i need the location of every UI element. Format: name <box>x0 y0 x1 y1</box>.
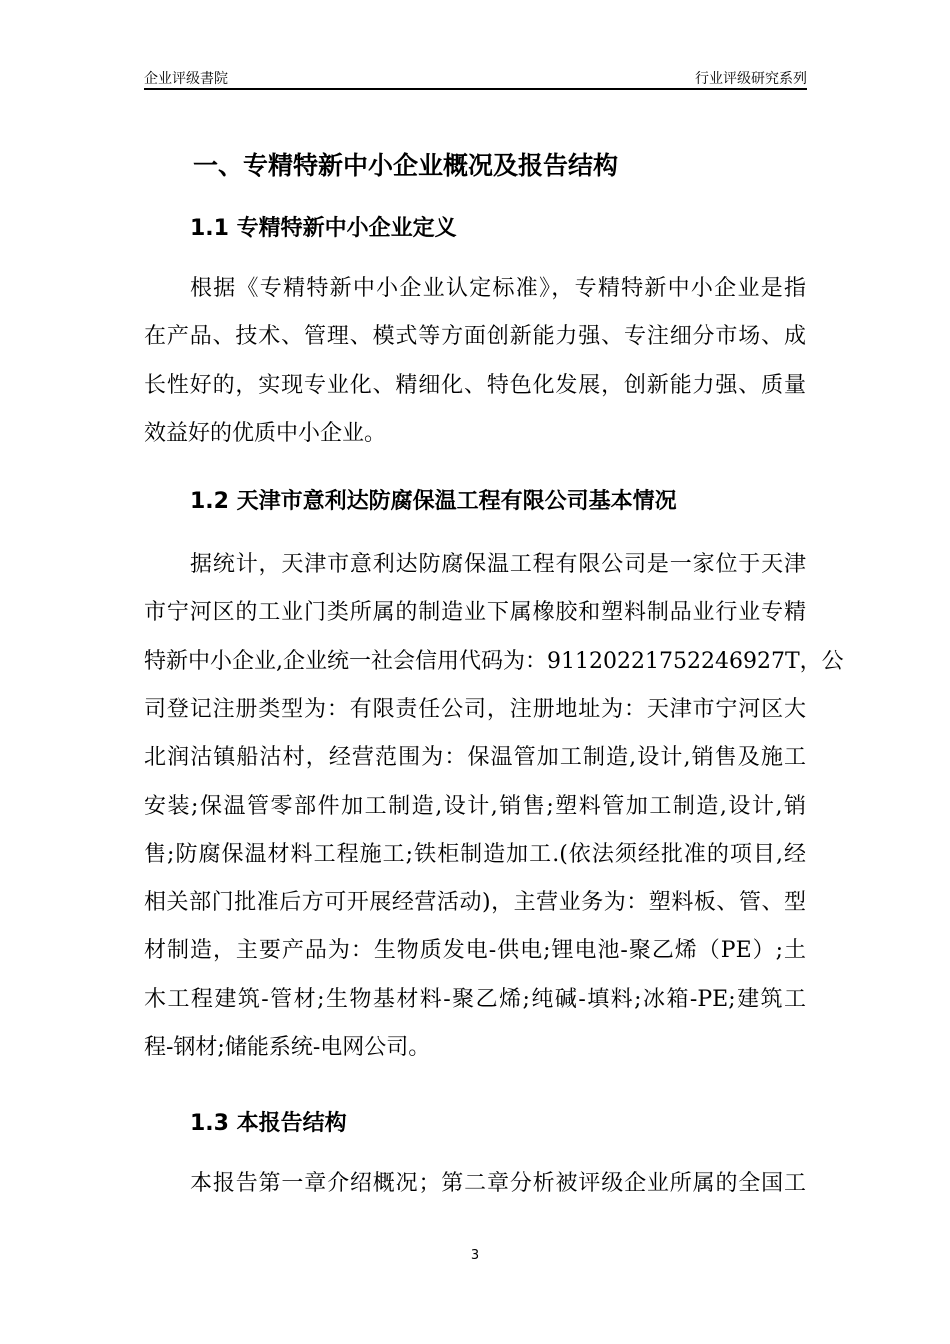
section-title: 一、专精特新中小企业概况及报告结构 <box>193 151 619 180</box>
subsection-title-1-1: 1.1 专精特新中小企业定义 <box>190 216 457 241</box>
paragraph-line: 木工程建筑-管材;生物基材料-聚乙烯;纯碱-填料;冰箱-PE;建筑工 <box>144 986 806 1012</box>
paragraph-line: 司登记注册类型为：有限责任公司，注册地址为：天津市宁河区大 <box>144 696 806 722</box>
paragraph-line: 北润沽镇船沽村，经营范围为：保温管加工制造,设计,销售及施工 <box>144 745 806 771</box>
paragraph-line: 材制造，主要产品为：生物质发电-供电;锂电池-聚乙烯（PE）;土 <box>144 938 806 964</box>
paragraph-line: 相关部门批准后方可开展经营活动)，主营业务为：塑料板、管、型 <box>144 890 806 916</box>
paragraph-line: 本报告第一章介绍概况；第二章分析被评级企业所属的全国工 <box>190 1171 806 1196</box>
page-number: 3 <box>470 1248 480 1263</box>
paragraph-line: 据统计，天津市意利达防腐保温工程有限公司是一家位于天津 <box>190 552 806 577</box>
paragraph-line: 特新中小企业,企业统一社会信用代码为：91120221752246927T，公 <box>144 648 844 674</box>
paragraph-line: 在产品、技术、管理、模式等方面创新能力强、专注细分市场、成 <box>144 324 806 350</box>
paragraph-line: 长性好的，实现专业化、精细化、特色化发展，创新能力强、质量 <box>144 372 806 398</box>
paragraph-line: 效益好的优质中小企业。 <box>144 420 387 446</box>
subsection-title-1-3: 1.3 本报告结构 <box>190 1111 347 1136</box>
paragraph-line: 安装;保温管零部件加工制造,设计,销售;塑料管加工制造,设计,销 <box>144 793 806 819</box>
subsection-title-1-2: 1.2 天津市意利达防腐保温工程有限公司基本情况 <box>190 489 677 514</box>
header-rule <box>144 88 807 90</box>
paragraph-line: 根据《专精特新中小企业认定标准》，专精特新中小企业是指 <box>190 276 806 301</box>
header-left: 企业评级書院 <box>144 71 228 87</box>
paragraph-line: 程-钢材;储能系统-电网公司。 <box>144 1035 431 1060</box>
paragraph-line: 市宁河区的工业门类所属的制造业下属橡胶和塑料制品业行业专精 <box>144 600 806 626</box>
paragraph-line: 售;防腐保温材料工程施工;铁柜制造加工.(依法须经批准的项目,经 <box>144 841 806 867</box>
header-right: 行业评级研究系列 <box>695 71 807 87</box>
